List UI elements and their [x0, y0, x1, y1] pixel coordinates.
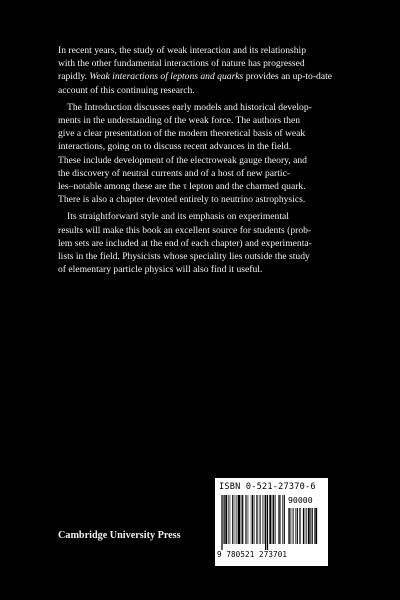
isbn-label: ISBN 0-521-27370-6 [219, 482, 316, 492]
barcode-bar [232, 495, 233, 544]
barcode-bar [230, 495, 231, 544]
barcode-bar [221, 495, 222, 550]
blurb-line: ments in the understanding of the weak force. The authors then [58, 115, 300, 127]
blurb-paragraph-2 [58, 101, 346, 207]
barcode-bar [303, 508, 304, 544]
book-title-italic: Weak interactions of leptons and quarks [89, 71, 244, 83]
blurb-line: of elementary particle physics will also find it useful. [58, 264, 263, 276]
blurb-paragraph-1 [58, 44, 346, 97]
barcode-bar [306, 508, 307, 544]
price-code: 90000 [288, 495, 313, 505]
barcode-bar [267, 495, 268, 550]
barcode-bar [248, 495, 249, 544]
blurb-text [58, 44, 346, 280]
barcode-bar [246, 495, 247, 544]
blurb-line: results will make this book an excellent source for students (prob- [58, 224, 312, 236]
barcode-bar [284, 495, 285, 544]
blurb-line: Its straightforward style and its emphasis on experimental [67, 211, 289, 223]
barcode-bar [279, 495, 280, 544]
barcode-bar [275, 495, 276, 544]
barcode-bar [242, 495, 243, 544]
barcode-bar [312, 508, 313, 544]
barcode-bar [225, 495, 227, 544]
blurb-line-with-title [58, 70, 346, 83]
blurb-line: The Introduction discusses early models and historical develop- [67, 101, 312, 113]
blurb-line: give a clear presentation of the modern theoretical basis of weak [58, 128, 306, 140]
barcode-bar [245, 495, 246, 544]
barcode-bar [241, 495, 242, 544]
barcode-bar [235, 495, 236, 544]
ean-barcode-icon [221, 495, 285, 550]
barcode-bar [260, 495, 261, 544]
barcode-bar [292, 508, 293, 544]
blurb-line: lists in the field. Physicists whose speciality lies outside the study [58, 251, 310, 263]
barcode-bar [263, 495, 264, 544]
blurb-text-fragment: rapidly. [58, 71, 87, 83]
barcode-bar [282, 495, 283, 544]
barcode-bar [256, 495, 257, 544]
barcode-bar [251, 495, 252, 544]
barcode-bar [259, 495, 260, 544]
blurb-line: lem sets are included at the end of each chapter) and experimenta- [58, 237, 312, 249]
barcode-box [215, 478, 328, 566]
barcode-bar [314, 508, 315, 544]
barcode-bar [254, 495, 255, 544]
barcode-bar [315, 508, 317, 544]
barcode-bar [238, 495, 240, 544]
barcode-bar [228, 495, 229, 544]
barcode-bar [288, 508, 289, 544]
blurb-line: interactions, going on to discuss recent advances in the field. [58, 141, 292, 153]
barcode-bar [295, 508, 296, 544]
blurb-text-fragment: provides an up-to-date [245, 71, 333, 83]
blurb-line: the discovery of neutral currents and of a host of new partic- [58, 167, 291, 179]
barcode-bar [252, 495, 253, 544]
addon-barcode-icon [288, 508, 324, 550]
barcode-bar [272, 495, 273, 544]
barcode-bar [305, 508, 306, 544]
barcode-bar [237, 495, 238, 544]
barcode-bar [297, 508, 298, 544]
barcode-bar [299, 508, 300, 544]
barcode-bar [293, 508, 294, 544]
barcode-bar [265, 495, 266, 550]
blurb-line: There is also a chapter devoted entirely to neutrino astrophysics. [58, 194, 306, 206]
barcode-bar [310, 508, 311, 544]
ean-digits: 9 780521 273701 [217, 550, 288, 559]
blurb-line: les–notable among these are the τ lepton and the charmed quark. [58, 181, 306, 193]
barcode-bar [300, 508, 301, 544]
publisher-name: Cambridge University Press [58, 530, 181, 541]
barcode-bar [222, 495, 223, 550]
barcode-bar [264, 495, 265, 544]
blurb-line: These include development of the electroweak gauge theory, and [58, 154, 307, 166]
barcode-bar [269, 495, 271, 544]
blurb-paragraph-3 [58, 210, 346, 276]
barcode-bar [273, 495, 274, 544]
barcode-bar [278, 495, 279, 544]
blurb-line: In recent years, the study of weak interaction and its relationship [58, 45, 307, 56]
barcode-bar [308, 508, 310, 544]
barcode-bar [223, 495, 224, 544]
barcode-bar [289, 508, 290, 544]
blurb-line: with the other fundamental interactions of nature has progressed [58, 58, 305, 70]
blurb-line: account of this continuing research. [58, 84, 195, 96]
